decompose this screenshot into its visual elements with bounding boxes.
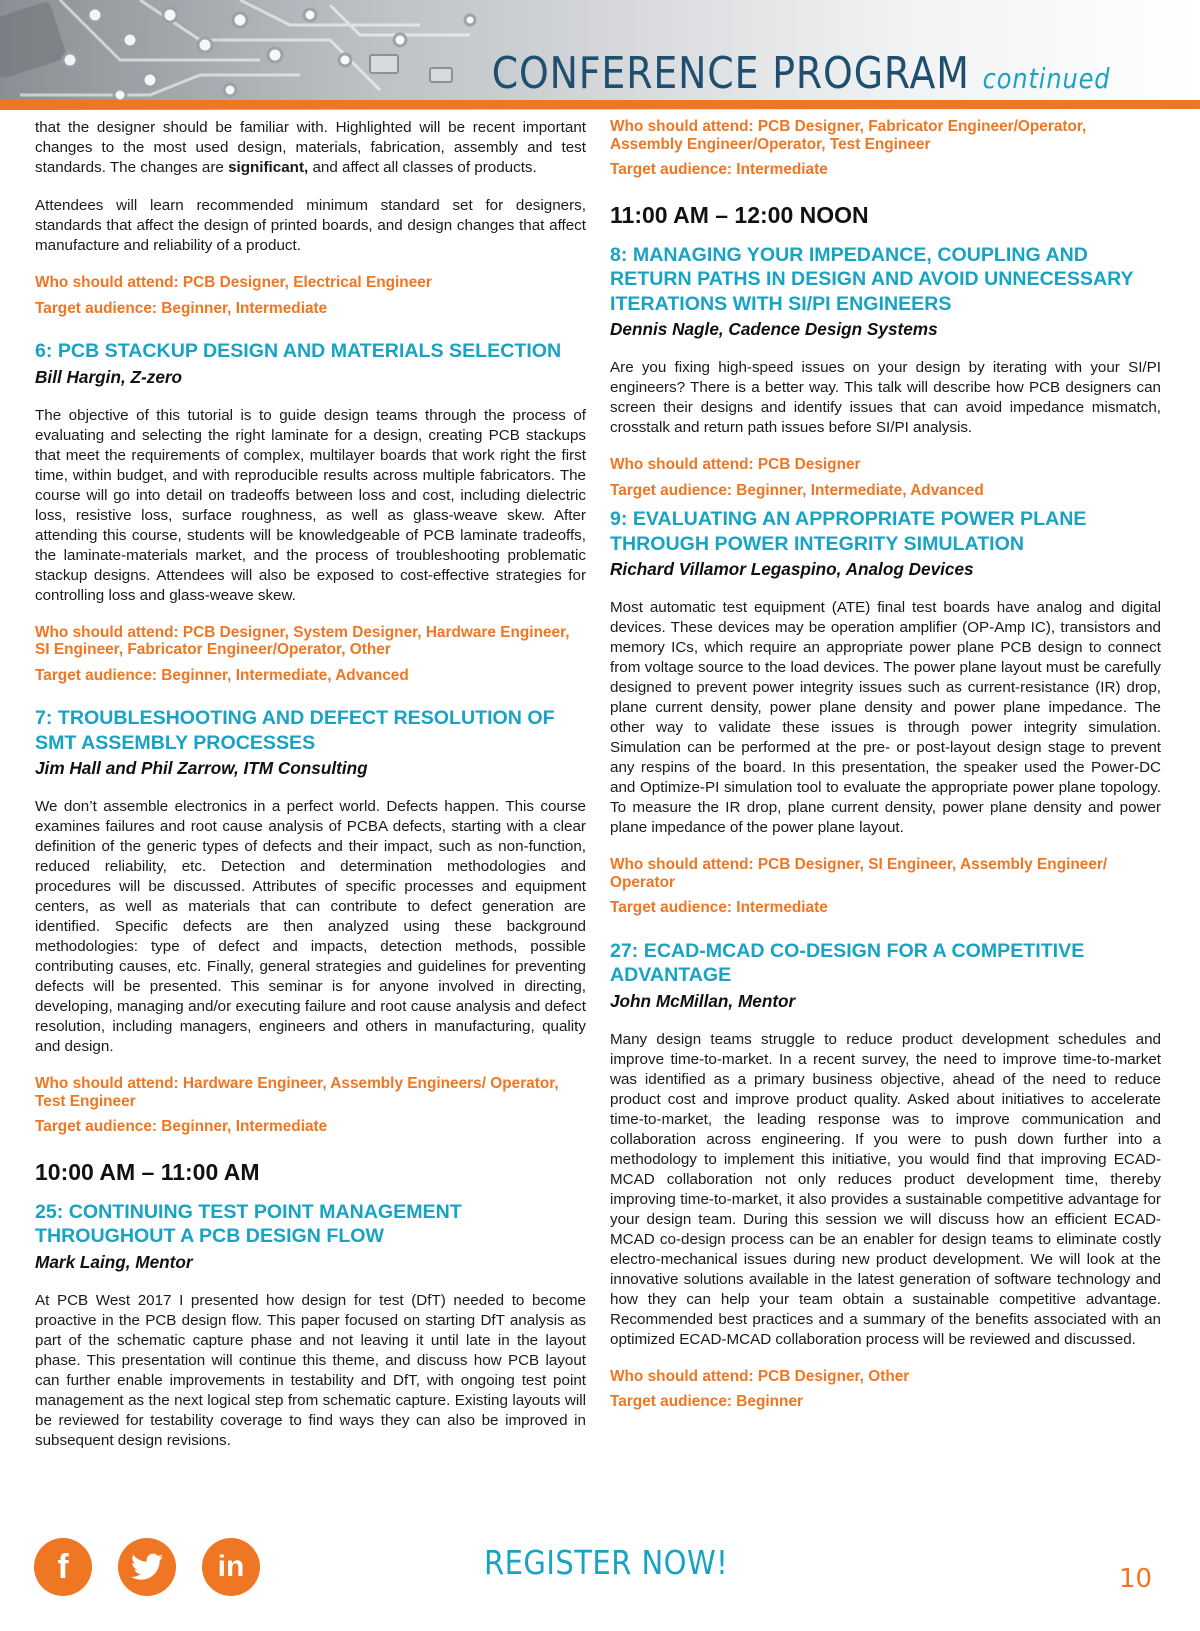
time-slot-heading: 10:00 AM – 11:00 AM (35, 1158, 260, 1185)
target-audience: Target audience: Beginner, Intermediate (35, 299, 328, 317)
left-column (35, 118, 586, 1469)
session-description-25: At PCB West 2017 I presented how design for test (DfT) needed to become proactive in the PCB design flow. This paper focused on starting DfT analysis as part of the schematic capture phase and not leaving it until late in the layout phase. This presentation will continue this theme, and discuss how PCB layout can further enable improvements in testability and DfT, with ongoing test point management as the next logical step from schematic capture. Existing layouts will be reviewed for testability coverage to find ways they can also be improved in subsequent design revisions. (35, 1291, 586, 1449)
page-title: CONFERENCE PROGRAM continued (491, 48, 1110, 99)
session-title-25: 25: CONTINUING TEST POINT MANAGEMENT THROUGHOUT A PCB DESIGN FLOW (35, 1200, 462, 1247)
session-title-8: 8: MANAGING YOUR IMPEDANCE, COUPLING AND RETURN PATHS IN DESIGN AND AVOID UNNECESSARY ITERATIONS WITH SI/PI ENGINEERS (610, 243, 1134, 315)
session-title-6: 6: PCB STACKUP DESIGN AND MATERIALS SELECTION (35, 340, 562, 362)
session-title-9: 9: EVALUATING AN APPROPRIATE POWER PLANE THROUGH POWER INTEGRITY SIMULATION (610, 508, 1087, 555)
target-audience: Target audience: Beginner, Intermediate (35, 1118, 328, 1135)
target-audience: Target audience: Beginner, Intermediate, Advanced (610, 481, 984, 499)
session-title-27: 27: ECAD-MCAD CO-DESIGN FOR A COMPETITIVE ADVANTAGE (610, 939, 1085, 986)
who-should-attend: Who should attend: PCB Designer, Fabricator Engineer/Operator, Assembly Engineer/Operator, Test Engineer (610, 118, 1087, 153)
intro-paragraph-2: Attendees will learn recommended minimum standard set for designers, standards that affect the design of printed boards, and design changes that affect manufacture and reliability of a product. (35, 197, 586, 254)
target-audience: Target audience: Intermediate (610, 161, 828, 178)
session-speaker-8: Dennis Nagle, Cadence Design Systems (610, 319, 938, 339)
session-speaker-25: Mark Laing, Mentor (35, 1251, 193, 1272)
register-now-link[interactable]: REGISTER NOW! (484, 1543, 729, 1582)
session-description-27: Many design teams struggle to reduce product development schedules and improve time-to-market. In a recent survey, the need to improve time-to-market was identified as a primary business objective, ahead of the need to reduce product cost and improve product quality. Asked about initiatives to accelerate time-to-market, the leading response was to improve communication and collaboration across engineering. If you were to push down further into a methodology to implement this initiative, you would find that improving ECAD-MCAD collaboration not only reduces product development time, thereby improving time-to-market, it also provides a sustainable competitive advantage for your design team. During this session we will discuss how an efficient ECAD-MCAD co-design process can be an enabler for design teams to eliminate costly electro-mechanical issues during new product development. We will look at the innovative solutions available in the latest generation of software technology and how they can help your team obtain a sustainable competitive advantage. Recommended best practices and a summary of the benefits associated with an optimized ECAD-MCAD collaboration process will be reviewed and discussed. (610, 1030, 1161, 1348)
facebook-icon[interactable] (34, 1538, 92, 1596)
who-should-attend: Who should attend: PCB Designer, SI Engineer, Assembly Engineer/ Operator (610, 856, 1108, 891)
page-subtitle: continued (982, 62, 1110, 95)
linkedin-icon[interactable] (202, 1538, 260, 1596)
who-should-attend: Who should attend: PCB Designer, Other (610, 1367, 910, 1385)
session-speaker-7: Jim Hall and Phil Zarrow, ITM Consulting (35, 758, 368, 778)
session-speaker-9: Richard Villamor Legaspino, Analog Devices (610, 559, 974, 579)
who-should-attend: Who should attend: PCB Designer, System Designer, Hardware Engineer, SI Engineer, Fabricator Engineer/Operator, Other (35, 623, 570, 658)
page-header (0, 0, 1200, 110)
twitter-icon[interactable] (118, 1538, 176, 1596)
twitter-bird-icon (131, 1553, 163, 1581)
who-should-attend: Who should attend: PCB Designer, Electrical Engineer (35, 274, 432, 291)
session-speaker-6: Bill Hargin, Z-zero (35, 366, 183, 387)
session-title-7: 7: TROUBLESHOOTING AND DEFECT RESOLUTION OF SMT ASSEMBLY PROCESSES (35, 707, 555, 754)
session-speaker-27: John McMillan, Mentor (610, 990, 796, 1011)
right-column (610, 118, 1161, 1419)
who-should-attend: Who should attend: PCB Designer (610, 456, 861, 473)
intro-paragraph-1: that the designer should be familiar with. Highlighted will be recent important changes to the most used design, materials, fabrication, assembly and test standards. The changes are significant, and affect all classes of products. (35, 119, 586, 176)
target-audience: Target audience: Beginner (610, 1393, 803, 1410)
who-should-attend: Who should attend: Hardware Engineer, Assembly Engineers/ Operator, Test Engineer (35, 1075, 559, 1110)
session-description-7: We don’t assemble electronics in a perfect world. Defects happen. This course examines failures and root cause analysis of PCBA defects, starting with a clear definition of the generic types of defects and their impact, such as non-function, reduced reliability, etc. Detection and determination methodologies and procedures will be discussed. Attributes of specific processes and equipment centers, as well as materials that can contribute to defect generation are identified. Specific defects are then analyzed using these background methodologies: type of defect and impacts, detection methods, possible contributing causes, etc. Finally, general strategies and guidelines for preventing defects will be presented. This seminar is for anyone involved in directing, developing, managing and/or executing failure and root cause analysis and defect resolution, including managers, engineers and others in manufacturing, quality and design. (35, 798, 586, 1055)
time-slot-heading: 11:00 AM – 12:00 NOON (610, 201, 869, 228)
facebook-glyph: f (57, 1548, 69, 1586)
target-audience: Target audience: Beginner, Intermediate, Advanced (35, 666, 409, 684)
linkedin-glyph: in (217, 1550, 245, 1583)
page-number: 10 (1119, 1564, 1153, 1594)
session-description-9: Most automatic test equipment (ATE) final test boards have analog and digital devices. These devices may be operation amplifier (OP-Amp IC), transistors and memory ICs, which require an appropriate power plane PCB design to connect from voltage source to the load devices. The power plane layout must be carefully designed to prevent power integrity issues such as current-resistance (IR) drop, plane current density, power plane density and power plane impedance. The other way to validate these issues is through power integrity simulation. Simulation can be performed at the pre- or post-layout design stage to prevent any respins of the board. In this presentation, the speaker used the Power-DC and Optimize-PI simulation tool to evaluate the appropriate power plane topology. To measure the IR drop, plane current density, power plane density and power plane impedance of the power plane layout. (610, 599, 1161, 836)
header-divider (0, 100, 1200, 109)
session-description-8: Are you fixing high-speed issues on your design by iterating with your SI/PI engineers? There is a better way. This talk will describe how PCB designers can screen their designs and identify issues that can avoid impedance mismatch, crosstalk and return path issues before SI/PI analysis. (610, 359, 1161, 436)
session-description-6: The objective of this tutorial is to guide design teams through the process of evaluating and selecting the right laminate for a design, creating PCB stackups that meet the requirements of complex, multilayer boards that work right the first time, within budget, and with reproducible results across multiple fabricators. The course will go into detail on tradeoffs between loss and cost, including dielectric loss, resistive loss, surface roughness, as well as glass-weave skew. After attending this course, students will be knowledgeable of PCB laminate tradeoffs, the laminate-materials market, and the process of troubleshooting problematic stackup designs. Attendees will also be exposed to cost-effective strategies for controlling loss and glass-weave skew. (35, 406, 586, 604)
target-audience: Target audience: Intermediate (610, 899, 828, 916)
